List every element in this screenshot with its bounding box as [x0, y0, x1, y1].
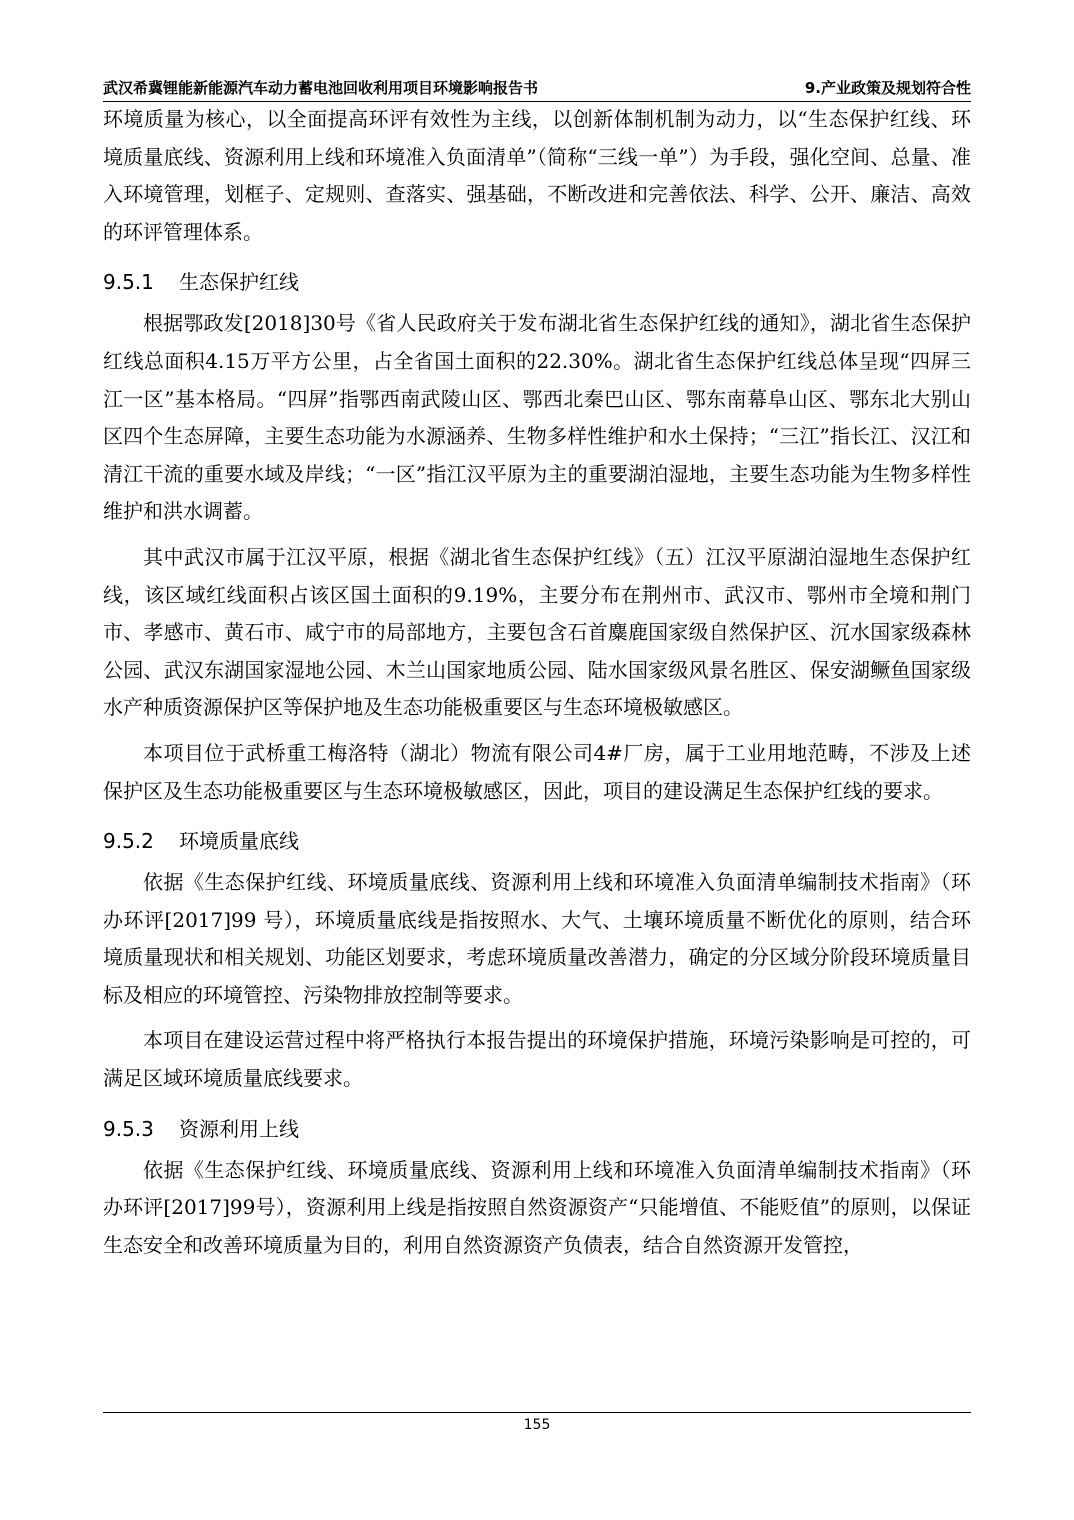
section-heading-9-5-1	[103, 259, 971, 305]
section-number: 9.5.1	[103, 270, 154, 295]
section-title: 生态保护红线	[179, 270, 299, 295]
section-heading-9-5-3	[103, 1106, 971, 1152]
body-paragraph: 本项目在建设运营过程中将严格执行本报告提出的环境保护措施，环境污染影响是可控的，可满足区域环境质量底线要求。	[103, 1028, 971, 1091]
report-title: 武汉希冀锂能新能源汽车动力蓄电池回收利用项目环境影响报告书	[103, 79, 539, 97]
body-paragraph: 根据鄂政发[2018]30号《省人民政府关于发布湖北省生态保护红线的通知》，湖北省生态保护红线总面积4.15万平方公里，占全省国土面积的22.30%。湖北省生态保护红线总体呈现“四屏三江一区”基本格局。“四屏”指鄂西南武陵山区、鄂西北秦巴山区、鄂东南幕阜山区、鄂东北大别山区四个生态屏障，主要生态功能为水源涵养、生物多样性维护和水土保持；“三江”指长江、汉江和清江干流的重要水域及岸线；“一区”指江汉平原为主的重要湖泊湿地，主要生态功能为生物多样性维护和洪水调蓄。	[103, 311, 971, 524]
page-header	[103, 75, 971, 102]
section-number: 9.5.3	[103, 1116, 154, 1141]
chapter-title: 9.产业政策及规划符合性	[804, 79, 971, 97]
intro-paragraph: 环境质量为核心，以全面提高环评有效性为主线，以创新体制机制为动力，以“生态保护红线、环境质量底线、资源利用上线和环境准入负面清单”（简称“三线一单”）为手段，强化空间、总量、准入环境管理，划框子、定规则、查落实、强基础，不断改进和完善依法、科学、公开、廉洁、高效的环评管理体系。	[103, 107, 971, 244]
section-number: 9.5.2	[103, 829, 154, 854]
section-heading-9-5-2	[103, 818, 971, 864]
page-body	[103, 101, 971, 1264]
body-paragraph: 依据《生态保护红线、环境质量底线、资源利用上线和环境准入负面清单编制技术指南》（环办环评[2017]99号），资源利用上线是指按照自然资源资产“只能增值、不能贬值”的原则，以保证生态安全和改善环境质量为目的，利用自然资源资产负债表，结合自然资源开发管控，	[103, 1157, 971, 1257]
section-title: 资源利用上线	[179, 1116, 299, 1141]
page-number: 155	[523, 1417, 551, 1433]
body-paragraph: 依据《生态保护红线、环境质量底线、资源利用上线和环境准入负面清单编制技术指南》（环办环评[2017]99 号），环境质量底线是指按照水、大气、土壤环境质量不断优化的原则，结合环境质量现状和相关规划、功能区划要求，考虑环境质量改善潜力，确定的分区域分阶段环境质量目标及相应的环境管控、污染物排放控制等要求。	[103, 870, 971, 1007]
section-title: 环境质量底线	[179, 829, 299, 854]
footer-divider	[103, 1412, 971, 1413]
body-paragraph: 其中武汉市属于江汉平原，根据《湖北省生态保护红线》（五）江汉平原湖泊湿地生态保护红线，该区域红线面积占该区国土面积的9.19%，主要分布在荆州市、武汉市、鄂州市全境和荆门市、孝感市、黄石市、咸宁市的局部地方，主要包含石首麋鹿国家级自然保护区、沉水国家级森林公园、武汉东湖国家湿地公园、木兰山国家地质公园、陆水国家级风景名胜区、保安湖鳜鱼国家级水产种质资源保护区等保护地及生态功能极重要区与生态环境极敏感区。	[103, 544, 971, 720]
body-paragraph: 本项目位于武桥重工梅洛特（湖北）物流有限公司4#厂房，属于工业用地范畴，不涉及上述保护区及生态功能极重要区与生态环境极敏感区，因此，项目的建设满足生态保护红线的要求。	[103, 740, 971, 803]
